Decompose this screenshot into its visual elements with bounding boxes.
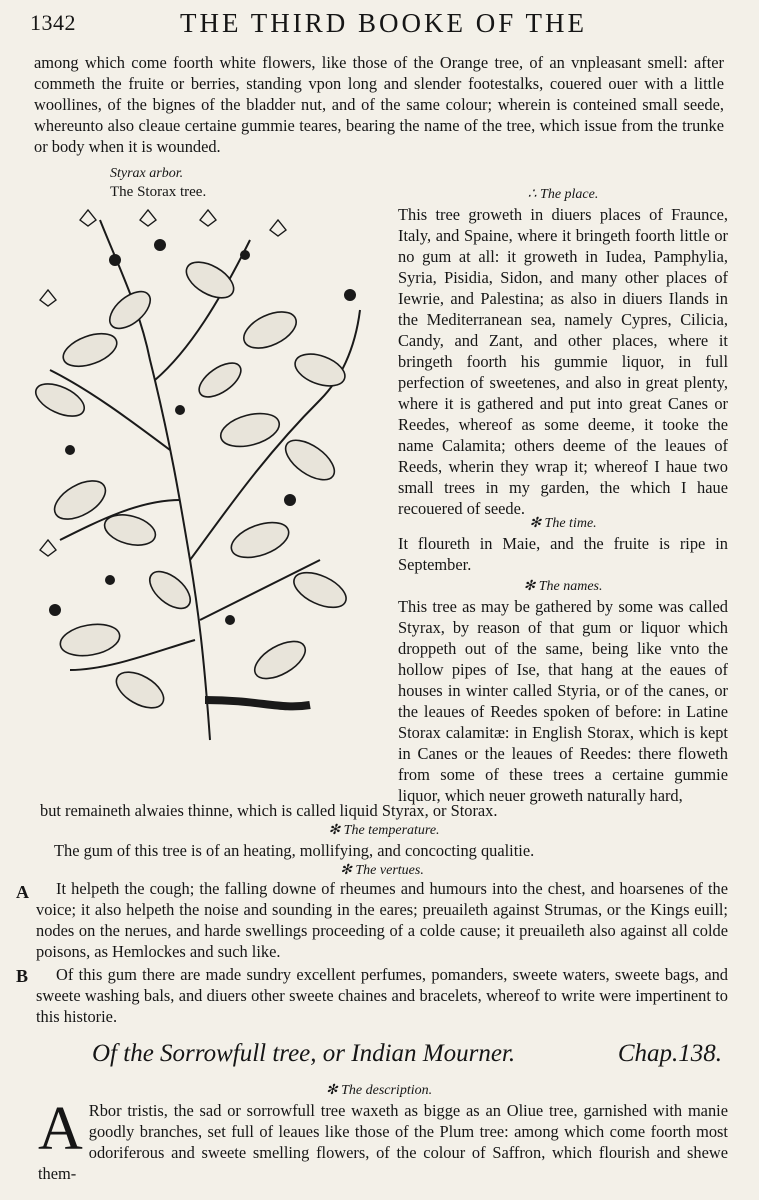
temperature-heading: ✻ The temperature. xyxy=(328,823,440,838)
time-heading: ✻ The time. xyxy=(529,516,597,531)
temperature-text: The gum of this tree is of an heating, mollifying, and concocting qualitie. xyxy=(54,841,535,860)
chapter-number: Chap.138. xyxy=(617,1040,722,1067)
page-header xyxy=(30,8,730,42)
description-text: Rbor tristis, the sad or sorrowfull tree waxeth as bigge as an Oliue tree, garnished with manie goodly branches, set full of leaues like those of the Plum tree: among which come foorth most odoriferous and sweete smelling flowers, of the colour of Saffron, which flourish and shewe them- xyxy=(38,1101,728,1183)
margin-letter-b: B xyxy=(16,966,29,986)
place-heading: ∴ The place. xyxy=(527,187,599,202)
description-heading: ✻ The description. xyxy=(325,1083,433,1098)
names-text: This tree as may be gathered by some was called Styrax, by reason of that gum or liquor which droppeth out of the same, being like vnto the hollow pipes of Ise, that hang at the eaues of houses in winter called Styria, or of the canes, or the leaues of Reedes spoken of before: in Latine Storax calamitæ: in English Storax, which is kept in Canes or the leaues of Reedes: there floweth from some of these trees a certaine gummie liquor, which neuer groweth naturally hard, xyxy=(398,597,728,805)
place-text: This tree groweth in diuers places of Fraunce, Italy, and Spaine, where it bringeth foorth little or no gum at all: it groweth in Iudea, Pamphylia, Syria, Pisidia, Sidon, and many other places of Iewrie, and Palestina; as also in diuers Ilands in the Mediterranean sea, namely Cypres, Cilicia, Candy, and Zant, and other places, where it bringeth foorth his gummie liquor, in full perfection of sweetenes, and also in great plenty, where it is gathered and put into great Canes or Reedes, whereof as some deeme, it tooke the name Calamita; others deeme of the leaues of Reeds, wherin they wrap it; whereof I haue two small trees in my garden, the which I haue recouered of seede. xyxy=(398,205,728,518)
names-text-continued: but remaineth alwaies thinne, which is called liquid Styrax, or Storax. xyxy=(40,801,498,820)
section-place xyxy=(398,186,728,519)
vertues-heading: ✻ The vertues. xyxy=(340,863,424,878)
vertues-paragraph-b: Of this gum there are made sundry excellent perfumes, pomanders, sweete waters, sweete bags, and sweete washing bals, and diuers other sweete chaines and bracelets, whereof to write were impertinent to this historie. xyxy=(36,965,728,1026)
vertues-paragraph-a: It helpeth the cough; the falling downe of rheumes and humours into the chest, and hoarsenes of the voice; it also helpeth the noise and sounding in the eares; preuaileth against Strumas, or the Kings euill; nodes on the nerues, and harde swellings proceeding of a colde cause; it preuaileth also against all colde poisons, as Hemlockes and such like. xyxy=(36,879,728,961)
figure-caption xyxy=(110,164,206,202)
running-title: THE THIRD BOOKE OF THE xyxy=(180,8,587,38)
drop-cap: A xyxy=(38,1095,83,1163)
section-names xyxy=(398,578,728,806)
chapter-heading xyxy=(92,1040,732,1068)
time-text: It floureth in Maie, and the fruite is ripe in September. xyxy=(398,534,728,574)
section-temperature xyxy=(54,822,714,861)
page-number: 1342 xyxy=(30,10,76,35)
names-heading: ✻ The names. xyxy=(523,579,603,594)
storax-tree-woodcut xyxy=(20,200,380,760)
figure-english-name: The Storax tree. xyxy=(110,184,207,200)
figure-latin-name: Styrax arbor. xyxy=(110,166,184,181)
margin-letter-a: A xyxy=(16,882,29,902)
chapter-title: Of the Sorrowfull tree, or Indian Mourner. xyxy=(92,1040,516,1067)
description-paragraph xyxy=(38,1095,728,1184)
section-time xyxy=(398,515,728,575)
intro-paragraph: among which come foorth white flowers, like those of the Orange tree, of an vnpleasant smell: after commeth the fruite or berries, standing vpon long and slender footestalks, couered ouer with a little woollines, of the bignes of the bladder nut, and of the same colour; wherein is conteined small seede, whereunto also cleaue certaine gummie teares, bearing the name of the tree, which issue from the trunke or body when it is wounded. xyxy=(34,53,724,156)
